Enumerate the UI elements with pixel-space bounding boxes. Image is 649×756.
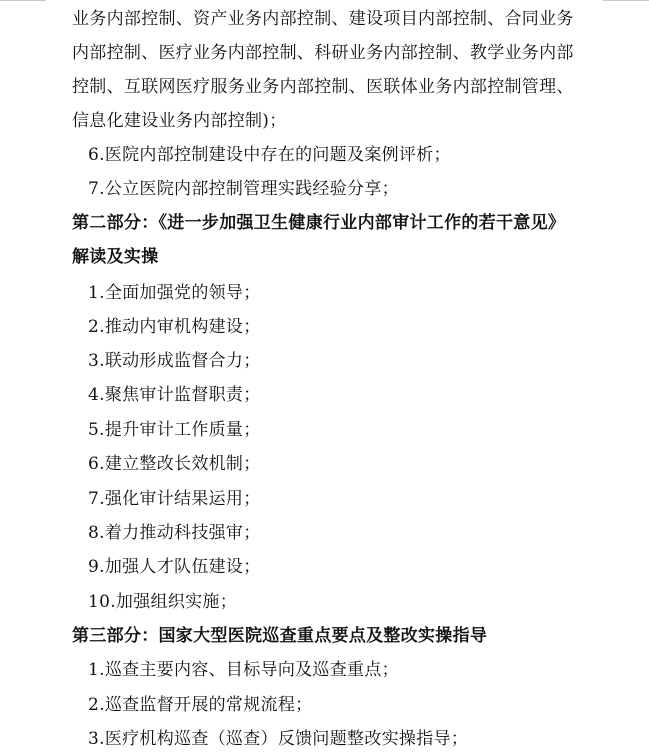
list-item: 6.医院内部控制建设中存在的问题及案例评析； [88, 145, 451, 165]
paragraph-line: 业务内部控制、资产业务内部控制、建设项目内部控制、合同业务 [72, 9, 574, 29]
list-item: 2.巡查监督开展的常规流程； [88, 695, 313, 715]
section-heading-part2: 第二部分：《进一步加强卫生健康行业内部审计工作的若干意见》 [72, 213, 566, 233]
list-item: 9.加强人才队伍建设； [88, 557, 261, 577]
paragraph-line: 内部控制、医疗业务内部控制、科研业务内部控制、教学业务内部 [72, 43, 574, 63]
list-item: 5.提升审计工作质量； [88, 420, 261, 440]
paragraph-line: 信息化建设业务内部控制)； [72, 111, 287, 131]
list-item: 7.强化审计结果运用； [88, 489, 261, 509]
list-item: 4.聚焦审计监督职责； [88, 385, 261, 405]
page-corner-mark-left [0, 0, 46, 1]
list-item: 1.巡查主要内容、目标导向及巡查重点； [88, 660, 399, 680]
list-item: 10.加强组织实施； [88, 592, 238, 612]
list-item: 2.推动内审机构建设； [88, 317, 261, 337]
list-item: 3.医疗机构巡查（巡查）反馈问题整改实操指导； [88, 729, 469, 749]
list-item: 1.全面加强党的领导； [88, 283, 261, 303]
list-item: 6.建立整改长效机制； [88, 454, 261, 474]
paragraph-line: 控制、互联网医疗服务业务内部控制、医联体业务内部控制管理、 [72, 77, 574, 97]
section-heading-part3: 第三部分：国家大型医院巡查重点要点及整改实操指导 [72, 626, 488, 646]
list-item: 8.着力推动科技强审； [88, 523, 261, 543]
list-item: 7.公立医院内部控制管理实践经验分享； [88, 179, 399, 199]
page-corner-mark-right [603, 0, 649, 1]
section-heading-part2-continued: 解读及实操 [72, 247, 159, 267]
list-item: 3.联动形成监督合力； [88, 351, 261, 371]
